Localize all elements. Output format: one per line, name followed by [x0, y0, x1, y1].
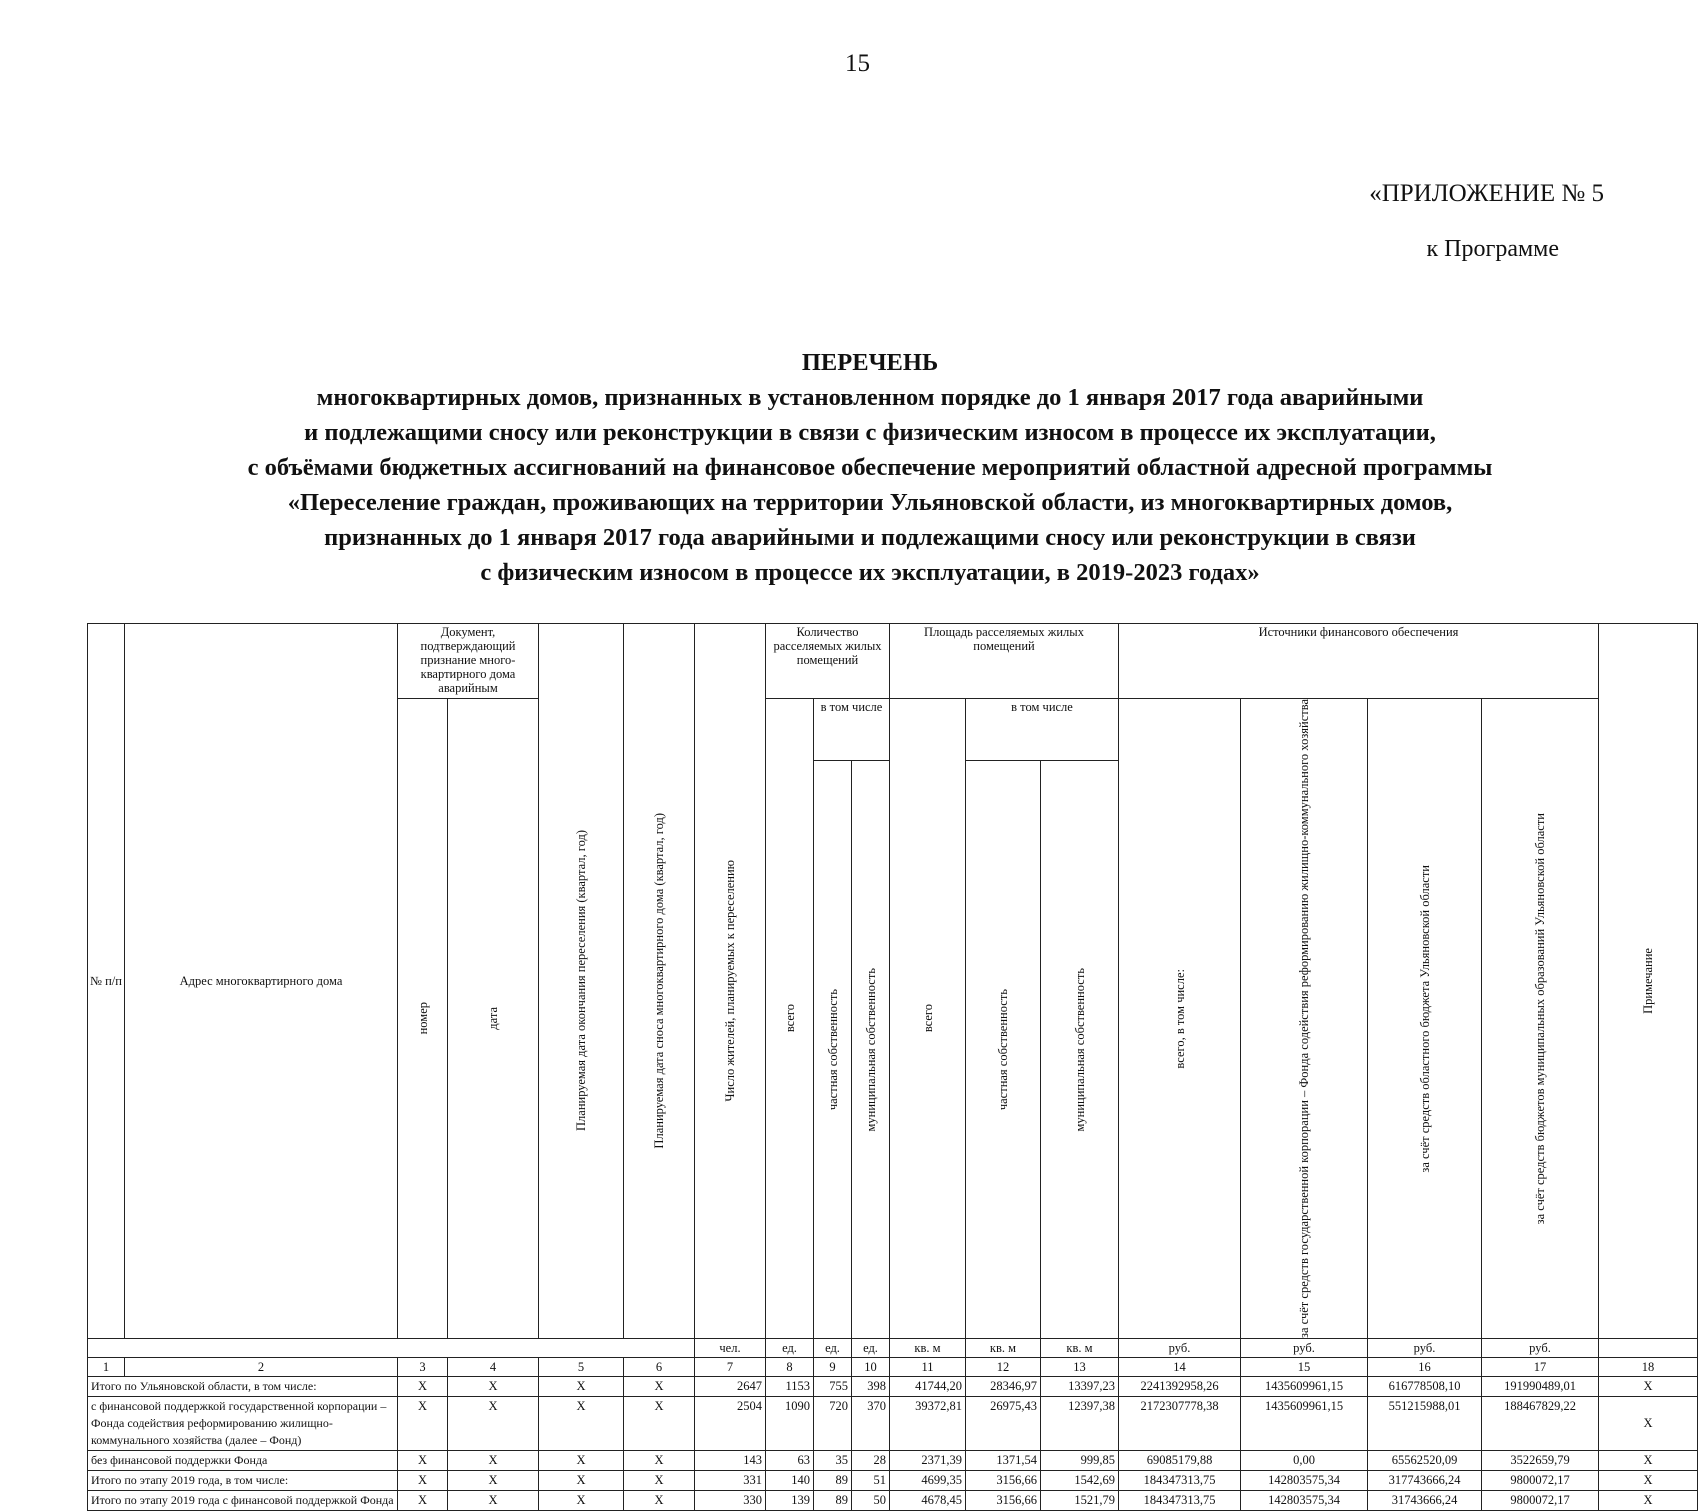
cell-col-4: Х	[448, 1470, 539, 1490]
column-number: 6	[624, 1357, 695, 1376]
row-label: Итого по этапу 2019 года, в том числе:	[88, 1470, 398, 1490]
cell-col-16: 616778508,10	[1368, 1376, 1482, 1396]
cell-col-9: 89	[814, 1490, 852, 1510]
cell-col-12: 26975,43	[966, 1396, 1041, 1450]
column-number: 3	[398, 1357, 448, 1376]
cell-col-8: 1090	[766, 1396, 814, 1450]
column-number: 13	[1041, 1357, 1119, 1376]
cell-col-3: Х	[398, 1470, 448, 1490]
cell-col-7: 2504	[695, 1396, 766, 1450]
cell-col-16: 317743666,24	[1368, 1470, 1482, 1490]
header-doc-date: дата	[448, 699, 539, 1339]
header-fund-total: всего, в том числе:	[1119, 699, 1241, 1339]
header-area-group: Площадь расселяемых жилых помещений	[890, 624, 1119, 699]
unit-cell: руб.	[1241, 1338, 1368, 1357]
cell-col-16: 31743666,24	[1368, 1490, 1482, 1510]
cell-col-8: 139	[766, 1490, 814, 1510]
header-area-municipal: муниципальная собственность	[1041, 760, 1119, 1338]
cell-col-4: Х	[448, 1450, 539, 1470]
cell-col-11: 2371,39	[890, 1450, 966, 1470]
cell-col-18: Х	[1599, 1470, 1698, 1490]
column-number: 17	[1482, 1357, 1599, 1376]
cell-col-14: 184347313,75	[1119, 1470, 1241, 1490]
cell-col-16: 551215988,01	[1368, 1396, 1482, 1450]
cell-col-13: 999,85	[1041, 1450, 1119, 1470]
title-line: и подлежащими сносу или реконструкции в связи с физическим износом в процессе их эксплуатации,	[304, 419, 1436, 446]
title-line: с физическим износом в процессе их эксплуатации, в 2019-2023 годах»	[480, 559, 1260, 586]
unit-cell: ед.	[814, 1338, 852, 1357]
column-number: 9	[814, 1357, 852, 1376]
cell-col-9: 89	[814, 1470, 852, 1490]
cell-col-5: Х	[539, 1376, 624, 1396]
column-number: 15	[1241, 1357, 1368, 1376]
cell-col-3: Х	[398, 1490, 448, 1510]
cell-col-8: 1153	[766, 1376, 814, 1396]
cell-col-17: 188467829,22	[1482, 1396, 1599, 1450]
header-fund-municipal: за счёт средств бюджетов муниципальных образований Ульяновской области	[1482, 699, 1599, 1339]
header-count-municipal: муниципальная собственность	[852, 760, 890, 1338]
unit-cell: руб.	[1119, 1338, 1241, 1357]
column-number: 11	[890, 1357, 966, 1376]
cell-col-11: 4678,45	[890, 1490, 966, 1510]
unit-cell: руб.	[1482, 1338, 1599, 1357]
header-num: № п/п	[88, 624, 125, 1339]
header-area-private: частная собственность	[966, 760, 1041, 1338]
unit-cell: ед.	[766, 1338, 814, 1357]
column-number: 7	[695, 1357, 766, 1376]
appendix-label: «ПРИЛОЖЕНИЕ № 5	[1369, 180, 1604, 207]
cell-col-4: Х	[448, 1376, 539, 1396]
cell-col-3: Х	[398, 1396, 448, 1450]
title-line: «Переселение граждан, проживающих на территории Ульяновской области, из многоквартирных домов,	[287, 489, 1453, 516]
header-planned-resettle: Планируемая дата окончания переселения (квартал, год)	[539, 624, 624, 1339]
title-line: с объёмами бюджетных ассигнований на финансовое обеспечение мероприятий областной адресной программы	[247, 454, 1493, 481]
cell-col-12: 3156,66	[966, 1490, 1041, 1510]
cell-col-7: 2647	[695, 1376, 766, 1396]
column-numbers-row	[88, 1357, 1698, 1376]
cell-col-15: 0,00	[1241, 1450, 1368, 1470]
cell-col-18: Х	[1599, 1450, 1698, 1470]
unit-cell: кв. м	[1041, 1338, 1119, 1357]
cell-col-11: 4699,35	[890, 1470, 966, 1490]
header-count-group: Количество расселяемых жилых помещений	[766, 624, 890, 699]
cell-col-10: 51	[852, 1470, 890, 1490]
unit-cell: руб.	[1368, 1338, 1482, 1357]
column-number: 12	[966, 1357, 1041, 1376]
column-number: 16	[1368, 1357, 1482, 1376]
cell-col-7: 330	[695, 1490, 766, 1510]
unit-cell: кв. м	[966, 1338, 1041, 1357]
column-number: 5	[539, 1357, 624, 1376]
cell-col-18: Х	[1599, 1376, 1698, 1396]
cell-col-9: 755	[814, 1376, 852, 1396]
cell-col-6: Х	[624, 1376, 695, 1396]
cell-col-8: 140	[766, 1470, 814, 1490]
cell-col-6: Х	[624, 1490, 695, 1510]
column-number: 14	[1119, 1357, 1241, 1376]
cell-col-3: Х	[398, 1450, 448, 1470]
cell-col-5: Х	[539, 1396, 624, 1450]
unit-cell: кв. м	[890, 1338, 966, 1357]
header-area-including: в том числе	[966, 699, 1119, 761]
cell-col-13: 13397,23	[1041, 1376, 1119, 1396]
cell-col-12: 3156,66	[966, 1470, 1041, 1490]
cell-col-5: Х	[539, 1450, 624, 1470]
cell-col-9: 35	[814, 1450, 852, 1470]
cell-col-14: 2241392958,26	[1119, 1376, 1241, 1396]
header-count-total: всего	[766, 699, 814, 1339]
row-label: с финансовой поддержкой государственной корпорации – Фонда содействия реформированию жилищно-коммунального хозяйства (далее – Фонд)	[88, 1396, 398, 1450]
housing-table	[87, 623, 1698, 1511]
title-heading: ПЕРЕЧЕНЬ	[801, 349, 939, 376]
cell-col-3: Х	[398, 1376, 448, 1396]
cell-col-13: 12397,38	[1041, 1396, 1119, 1450]
cell-col-13: 1521,79	[1041, 1490, 1119, 1510]
unit-cell: ед.	[852, 1338, 890, 1357]
row-label: Итого по этапу 2019 года с финансовой поддержкой Фонда	[88, 1490, 398, 1510]
document-title	[0, 345, 1699, 590]
table-row	[88, 1376, 1698, 1396]
cell-col-14: 69085179,88	[1119, 1450, 1241, 1470]
column-number: 4	[448, 1357, 539, 1376]
header-fund-region: за счёт средств областного бюджета Ульяновской области	[1368, 699, 1482, 1339]
cell-col-5: Х	[539, 1490, 624, 1510]
cell-col-17: 9800072,17	[1482, 1470, 1599, 1490]
column-number: 1	[88, 1357, 125, 1376]
cell-col-10: 28	[852, 1450, 890, 1470]
cell-col-13: 1542,69	[1041, 1470, 1119, 1490]
cell-col-15: 1435609961,15	[1241, 1396, 1368, 1450]
header-count-including: в том числе	[814, 699, 890, 761]
cell-col-6: Х	[624, 1450, 695, 1470]
table-row	[88, 1490, 1698, 1510]
cell-col-17: 191990489,01	[1482, 1376, 1599, 1396]
cell-col-11: 41744,20	[890, 1376, 966, 1396]
cell-col-17: 3522659,79	[1482, 1450, 1599, 1470]
cell-col-8: 63	[766, 1450, 814, 1470]
column-number: 8	[766, 1357, 814, 1376]
cell-col-6: Х	[624, 1470, 695, 1490]
cell-col-15: 142803575,34	[1241, 1470, 1368, 1490]
cell-col-10: 50	[852, 1490, 890, 1510]
table-row	[88, 1450, 1698, 1470]
header-document: Документ, подтверждающий признание много- квартирного дома аварийным	[398, 624, 539, 699]
to-program-label: к Программе	[1426, 236, 1559, 262]
header-fund-corp: за счёт средств государственной корпорации – Фонда содействия реформированию жилищно-коммунального хозяйства	[1241, 699, 1368, 1339]
title-line: признанных до 1 января 2017 года аварийными и подлежащими сносу или реконструкции в связи	[324, 524, 1416, 551]
page-number: 15	[845, 50, 870, 77]
cell-col-7: 143	[695, 1450, 766, 1470]
cell-col-16: 65562520,09	[1368, 1450, 1482, 1470]
header-count-private: частная собственность	[814, 760, 852, 1338]
cell-col-10: 370	[852, 1396, 890, 1450]
cell-col-15: 142803575,34	[1241, 1490, 1368, 1510]
cell-col-5: Х	[539, 1470, 624, 1490]
column-number: 18	[1599, 1357, 1698, 1376]
cell-col-11: 39372,81	[890, 1396, 966, 1450]
cell-col-15: 1435609961,15	[1241, 1376, 1368, 1396]
header-area-total: всего	[890, 699, 966, 1339]
row-label: Итого по Ульяновской области, в том числе:	[88, 1376, 398, 1396]
row-label: без финансовой поддержки Фонда	[88, 1450, 398, 1470]
cell-col-18: Х	[1599, 1490, 1698, 1510]
header-doc-number: номер	[398, 699, 448, 1339]
cell-col-6: Х	[624, 1396, 695, 1450]
cell-col-4: Х	[448, 1490, 539, 1510]
units-row	[88, 1338, 1698, 1357]
header-funding-group: Источники финансового обеспечения	[1119, 624, 1599, 699]
cell-col-17: 9800072,17	[1482, 1490, 1599, 1510]
column-number: 10	[852, 1357, 890, 1376]
cell-col-14: 2172307778,38	[1119, 1396, 1241, 1450]
cell-col-10: 398	[852, 1376, 890, 1396]
table-row	[88, 1470, 1698, 1490]
cell-col-18: Х	[1599, 1396, 1698, 1450]
unit-cell: чел.	[695, 1338, 766, 1357]
header-planned-demolish: Планируемая дата сноса многоквартирного дома (квартал, год)	[624, 624, 695, 1339]
cell-col-12: 1371,54	[966, 1450, 1041, 1470]
cell-col-4: Х	[448, 1396, 539, 1450]
cell-col-7: 331	[695, 1470, 766, 1490]
column-number: 2	[125, 1357, 398, 1376]
header-note: Примечание	[1599, 624, 1698, 1339]
header-address: Адрес многоквартирного дома	[125, 624, 398, 1339]
header-residents: Число жителей, планируемых к переселению	[695, 624, 766, 1339]
cell-col-14: 184347313,75	[1119, 1490, 1241, 1510]
table-row	[88, 1396, 1698, 1450]
title-line: многоквартирных домов, признанных в установленном порядке до 1 января 2017 года аварийными	[316, 384, 1424, 411]
cell-col-9: 720	[814, 1396, 852, 1450]
cell-col-12: 28346,97	[966, 1376, 1041, 1396]
